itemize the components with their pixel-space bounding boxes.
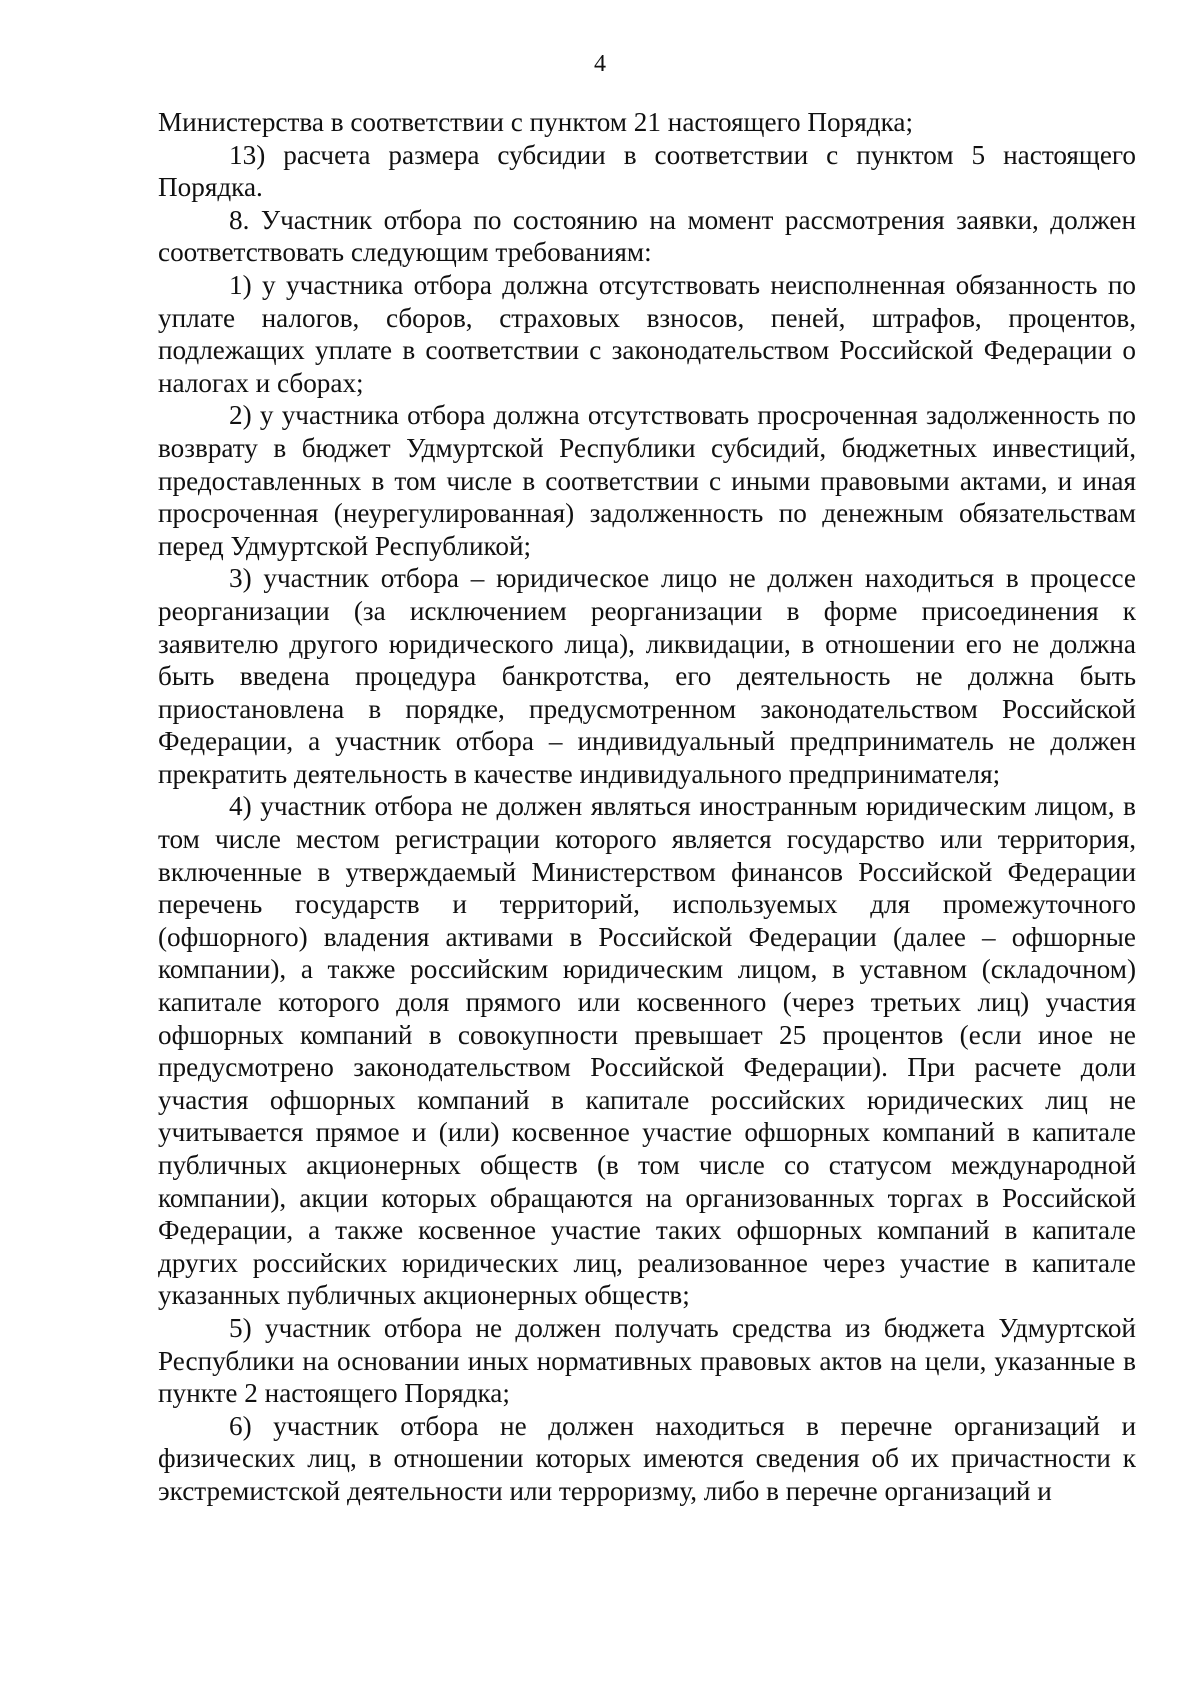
paragraph-item-2: 2) у участника отбора должна отсутствовать просроченная задолженность по возврату в бюджет Удмуртской Республики субсидий, бюджетных инвестиций, предоставленных в том числе в соответствии с иными правовыми актами, и иная просроченная (неурегулированная) задолженность по денежным обязательствам перед Удмуртской Республикой;: [158, 400, 1136, 561]
paragraph-continuation: Министерства в соответствии с пунктом 21 настоящего Порядка;: [158, 107, 913, 137]
paragraph-item-6: 6) участник отбора не должен находиться в перечне организаций и физических лиц, в отношении которых имеются сведения об их причастности к экстремистской деятельности или терроризму, либо в перечне организаций и: [158, 1410, 1136, 1506]
paragraph-item-5: 5) участник отбора не должен получать средства из бюджета Удмуртской Республики на основании иных нормативных правовых актов на цели, указанные в пункте 2 настоящего Порядка;: [158, 1312, 1136, 1409]
paragraph-item-1: 1) у участника отбора должна отсутствовать неисполненная обязанность по уплате налогов, сборов, страховых взносов, пеней, штрафов, процентов, подлежащих уплате в соответствии с законодательством Российской Федерации о налогах и сборах;: [158, 269, 1136, 398]
paragraph-item-3: 3) участник отбора – юридическое лицо не должен находиться в процессе реорганизации (за исключением реорганизации в форме присоединения к заявителю другого юридического лица), ликвидации, в отношении его не должна быть введена процедура банкротства, его деятельность не должна быть приостановлена в порядке, предусмотренном законодательством Российской Федерации, а участник отбора – индивидуальный предприниматель не должен прекратить деятельность в качестве индивидуального предпринимателя;: [158, 563, 1136, 789]
page-number: 4: [594, 51, 606, 77]
paragraph-item-13: 13) расчета размера субсидии в соответствии с пунктом 5 настоящего Порядка.: [158, 139, 1136, 203]
paragraph-section-8: 8. Участник отбора по состоянию на момент рассмотрения заявки, должен соответствовать следующим требованиям:: [158, 204, 1136, 268]
paragraph-item-4: 4) участник отбора не должен являться иностранным юридическим лицом, в том числе местом регистрации которого является государство или территория, включенные в утверждаемый Министерством финансов Российской Федерации перечень государств и территорий, используемых для промежуточного (офшорного) владения активами в Российской Федерации (далее – офшорные компании), а также российским юридическим лицом, в уставном (складочном) капитале которого доля прямого или косвенного (через третьих лиц) участия офшорных компаний в совокупности превышает 25 процентов (если иное не предусмотрено законодательством Российской Федерации). При расчете доли участия офшорных компаний в капитале российских юридических лиц не учитывается прямое и (или) косвенное участие офшорных компаний в капитале публичных акционерных обществ (в том числе со статусом международной компании), акции которых обращаются на организованных торгах в Российской Федерации, а также косвенное участие таких офшорных компаний в капитале других российских юридических лиц, реализованное через участие в капитале указанных публичных акционерных обществ;: [158, 791, 1136, 1311]
document-body: [158, 106, 1136, 1508]
